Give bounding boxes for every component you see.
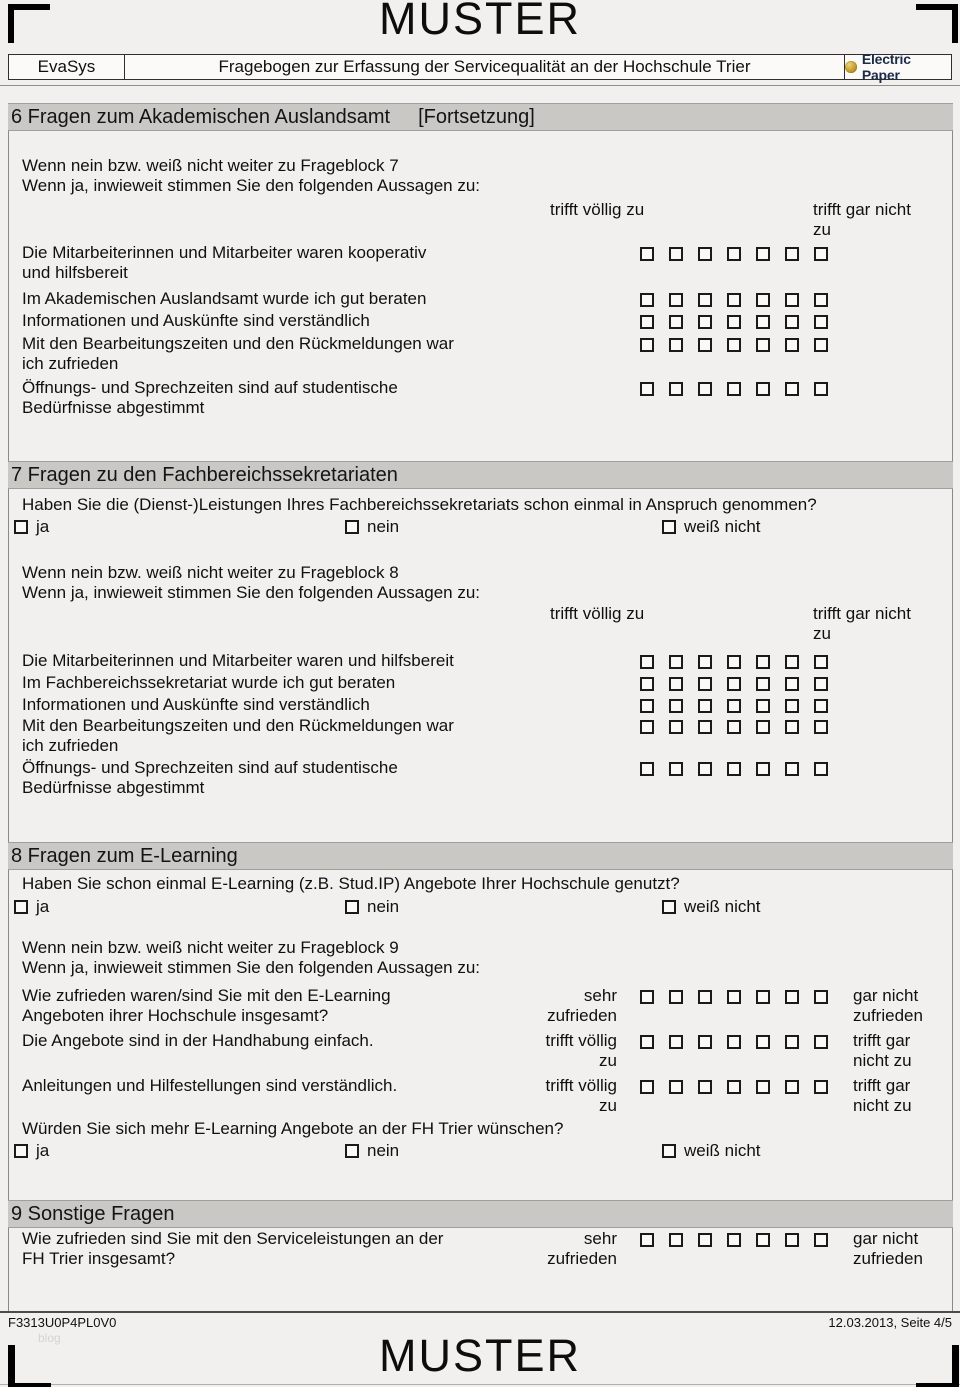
answer-checkbox[interactable] [640,382,654,396]
electric-paper-logo-icon [845,61,857,73]
answer-checkbox[interactable] [640,699,654,713]
form-header-bar [8,51,952,83]
answer-checkbox[interactable] [640,655,654,669]
section-title: 7 Fragen zu den Fachbereichssekretariaten [11,463,398,486]
scale-left-label: trifft völlig zu [550,200,645,219]
rating-checkbox-row [640,677,828,691]
answer-checkbox[interactable] [727,762,741,776]
answer-checkbox[interactable] [640,762,654,776]
answer-checkbox[interactable] [785,382,799,396]
answer-checkbox[interactable] [756,315,770,329]
answer-checkbox[interactable] [727,1233,741,1247]
option-label: weiß nicht [684,897,761,916]
option-checkbox[interactable] [345,900,359,914]
answer-checkbox[interactable] [727,1080,741,1094]
answer-checkbox[interactable] [669,762,683,776]
answer-checkbox[interactable] [698,990,712,1004]
option-checkbox[interactable] [662,900,676,914]
answer-checkbox[interactable] [814,990,828,1004]
answer-checkbox[interactable] [756,720,770,734]
answer-checkbox[interactable] [814,1233,828,1247]
statement-text: Die Angebote sind in der Handhabung einfach. [22,1031,374,1050]
answer-checkbox[interactable] [756,699,770,713]
answer-checkbox[interactable] [669,699,683,713]
registration-mark-top-right [916,4,958,43]
answer-checkbox[interactable] [785,1035,799,1049]
option-ja [14,1141,49,1161]
note-line: Wenn ja, inwieweit stimmen Sie den folgenden Aussagen zu: [22,958,481,977]
answer-checkbox[interactable] [640,315,654,329]
answer-checkbox[interactable] [785,677,799,691]
answer-checkbox[interactable] [756,990,770,1004]
option-label: nein [367,897,400,916]
answer-checkbox[interactable] [640,1233,654,1247]
question-text: Würden Sie sich mehr E-Learning Angebote an der FH Trier wünschen? [22,1119,564,1138]
section-title: 9 Sonstige Fragen [11,1202,175,1225]
section-header-8 [8,842,953,870]
question-text: Haben Sie schon einmal E-Learning (z.B. Stud.IP) Angebote Ihrer Hochschule genutzt? [22,874,680,893]
note-line: Wenn ja, inwieweit stimmen Sie den folgenden Aussagen zu: [22,176,481,195]
answer-checkbox[interactable] [727,247,741,261]
answer-checkbox[interactable] [698,1233,712,1247]
answer-checkbox[interactable] [727,1035,741,1049]
form-code: F3313U0P4PL0V0 [8,1315,117,1330]
answer-checkbox[interactable] [756,1080,770,1094]
answer-checkbox[interactable] [640,293,654,307]
option-checkbox[interactable] [662,1144,676,1158]
answer-checkbox[interactable] [727,699,741,713]
option-label: ja [36,897,50,916]
note-line: Wenn nein bzw. weiß nicht weiter zu Frageblock 7 [22,156,399,175]
answer-checkbox[interactable] [785,338,799,352]
answer-checkbox[interactable] [640,338,654,352]
brand-label: EvaSys [9,55,125,79]
answer-checkbox[interactable] [785,699,799,713]
answer-checkbox[interactable] [785,762,799,776]
date-page-label: 12.03.2013, Seite 4/5 [828,1315,952,1330]
answer-checkbox[interactable] [756,293,770,307]
answer-checkbox[interactable] [814,315,828,329]
section-title: 6 Fragen zum Akademischen Auslandsamt [11,105,391,128]
statement-text: Mit den Bearbeitungszeiten und den Rückmeldungen war ich zufrieden [22,716,454,755]
registration-mark-bottom-left [8,1345,51,1387]
vendor-logo [844,51,951,83]
registration-mark-bottom-right [916,1345,959,1387]
answer-checkbox[interactable] [669,1233,683,1247]
answer-checkbox[interactable] [698,720,712,734]
answer-checkbox[interactable] [756,762,770,776]
statement-text: Anleitungen und Hilfestellungen sind verständlich. [22,1076,398,1095]
answer-checkbox[interactable] [814,699,828,713]
rating-checkbox-row [640,247,828,261]
rating-checkbox-row [640,1035,828,1049]
option-checkbox[interactable] [345,1144,359,1158]
answer-checkbox[interactable] [698,247,712,261]
answer-checkbox[interactable] [669,338,683,352]
statement-text: Wie zufrieden waren/sind Sie mit den E-Learning Angeboten ihrer Hochschule insgesamt? [22,986,391,1025]
answer-checkbox[interactable] [727,720,741,734]
option-label: nein [367,1141,400,1160]
answer-checkbox[interactable] [785,655,799,669]
scale-right-label: trifft gar nicht zu [853,1076,912,1115]
statement-text: Im Fachbereichssekretariat wurde ich gut beraten [22,673,396,692]
footer-divider [0,1311,960,1313]
answer-checkbox[interactable] [756,655,770,669]
answer-checkbox[interactable] [814,720,828,734]
answer-checkbox[interactable] [727,382,741,396]
answer-checkbox[interactable] [698,655,712,669]
frame-right-border [952,103,953,1311]
answer-checkbox[interactable] [640,1080,654,1094]
option-label: weiß nicht [684,517,761,536]
answer-checkbox[interactable] [814,247,828,261]
answer-checkbox[interactable] [814,1035,828,1049]
answer-checkbox[interactable] [727,315,741,329]
rating-checkbox-row [640,762,828,776]
statement-text: Öffnungs- und Sprechzeiten sind auf studentische Bedürfnisse abgestimmt [22,378,398,417]
statement-text: Informationen und Auskünfte sind verständlich [22,311,370,330]
scale-right-label: gar nicht zufrieden [853,986,923,1025]
option-label: ja [36,1141,50,1160]
answer-checkbox[interactable] [756,1035,770,1049]
option-checkbox[interactable] [14,900,28,914]
option-checkbox[interactable] [662,520,676,534]
scale-left-label: sehr zufrieden [547,1229,617,1268]
statement-text: Öffnungs- und Sprechzeiten sind auf studentische Bedürfnisse abgestimmt [22,758,398,797]
option-nein [345,517,399,537]
option-weiss-nicht [662,897,761,917]
answer-checkbox[interactable] [698,315,712,329]
answer-checkbox[interactable] [640,1035,654,1049]
answer-checkbox[interactable] [669,720,683,734]
answer-checkbox[interactable] [698,677,712,691]
answer-checkbox[interactable] [785,720,799,734]
bottom-edge-line [0,1384,960,1385]
answer-checkbox[interactable] [698,762,712,776]
answer-checkbox[interactable] [727,338,741,352]
answer-checkbox[interactable] [814,677,828,691]
answer-checkbox[interactable] [669,293,683,307]
answer-checkbox[interactable] [785,1080,799,1094]
rating-checkbox-row [640,382,828,396]
rating-checkbox-row [640,990,828,1004]
scale-right-label: trifft gar nicht zu [813,604,911,643]
section-header-7 [8,461,953,489]
answer-checkbox[interactable] [698,382,712,396]
option-nein [345,1141,399,1161]
statement-text: Informationen und Auskünfte sind verständlich [22,695,370,714]
rating-checkbox-row [640,338,828,352]
answer-checkbox[interactable] [756,247,770,261]
registration-mark-top-left [8,4,50,43]
answer-checkbox[interactable] [727,293,741,307]
option-label: nein [367,517,400,536]
option-label: weiß nicht [684,1141,761,1160]
answer-checkbox[interactable] [640,677,654,691]
form-title: Fragebogen zur Erfassung der Servicequalität an der Hochschule Trier [218,57,751,76]
answer-checkbox[interactable] [756,677,770,691]
answer-checkbox[interactable] [669,1035,683,1049]
faint-watermark: blog [38,1331,61,1345]
answer-checkbox[interactable] [785,293,799,307]
answer-checkbox[interactable] [698,1035,712,1049]
watermark-bottom: MUSTER [379,1330,581,1381]
scale-left-label: sehr zufrieden [547,986,617,1025]
answer-checkbox[interactable] [814,1080,828,1094]
statement-text: Im Akademischen Auslandsamt wurde ich gut beraten [22,289,427,308]
note-line: Wenn ja, inwieweit stimmen Sie den folgenden Aussagen zu: [22,583,481,602]
answer-checkbox[interactable] [727,990,741,1004]
scale-right-label: trifft gar nicht zu [853,1031,912,1070]
answer-checkbox[interactable] [669,382,683,396]
rating-checkbox-row [640,699,828,713]
answer-checkbox[interactable] [785,247,799,261]
answer-checkbox[interactable] [785,1233,799,1247]
answer-checkbox[interactable] [698,338,712,352]
rating-checkbox-row [640,293,828,307]
option-ja [14,897,49,917]
scale-right-label: gar nicht zufrieden [853,1229,923,1268]
scale-left-label: trifft völlig zu [545,1031,617,1070]
scale-left-label: trifft völlig zu [550,604,645,623]
answer-checkbox[interactable] [669,990,683,1004]
answer-checkbox[interactable] [785,315,799,329]
answer-checkbox[interactable] [640,247,654,261]
vendor-logo-label: Electric Paper [861,51,911,83]
rating-checkbox-row [640,1233,828,1247]
option-checkbox[interactable] [345,520,359,534]
option-nein [345,897,399,917]
question-text: Haben Sie die (Dienst-)Leistungen Ihres Fachbereichssekretariats schon einmal in Anspruch genommen? [22,495,817,514]
watermark-top: MUSTER [379,0,581,44]
answer-checkbox[interactable] [785,990,799,1004]
statement-text: Wie zufrieden sind Sie mit den Serviceleistungen an der FH Trier insgesamt? [22,1229,444,1268]
section-title: 8 Fragen zum E-Learning [11,844,238,867]
answer-checkbox[interactable] [814,382,828,396]
answer-checkbox[interactable] [698,293,712,307]
option-checkbox[interactable] [14,1144,28,1158]
statement-text: Die Mitarbeiterinnen und Mitarbeiter waren und hilfsbereit [22,651,454,670]
option-weiss-nicht [662,1141,761,1161]
note-line: Wenn nein bzw. weiß nicht weiter zu Frageblock 9 [22,938,399,957]
answer-checkbox[interactable] [814,338,828,352]
note-line: Wenn nein bzw. weiß nicht weiter zu Frageblock 8 [22,563,399,582]
option-label: ja [36,517,50,536]
option-checkbox[interactable] [14,520,28,534]
option-weiss-nicht [662,517,761,537]
answer-checkbox[interactable] [756,338,770,352]
answer-checkbox[interactable] [669,247,683,261]
answer-checkbox[interactable] [640,990,654,1004]
statement-text: Mit den Bearbeitungszeiten und den Rückmeldungen war ich zufrieden [22,334,454,373]
section-header-6 [8,103,953,131]
answer-checkbox[interactable] [669,1080,683,1094]
rating-checkbox-row [640,720,828,734]
answer-checkbox[interactable] [756,1233,770,1247]
statement-text: Die Mitarbeiterinnen und Mitarbeiter waren kooperativ und hilfsbereit [22,243,427,282]
answer-checkbox[interactable] [698,699,712,713]
answer-checkbox[interactable] [698,1080,712,1094]
scale-left-label: trifft völlig zu [545,1076,617,1115]
answer-checkbox[interactable] [727,655,741,669]
answer-checkbox[interactable] [669,655,683,669]
scale-right-label: trifft gar nicht zu [813,200,911,239]
answer-checkbox[interactable] [727,677,741,691]
rating-checkbox-row [640,655,828,669]
section-subtitle: [Fortsetzung] [418,105,535,128]
rating-checkbox-row [640,315,828,329]
answer-checkbox[interactable] [814,293,828,307]
answer-checkbox[interactable] [669,315,683,329]
answer-checkbox[interactable] [756,382,770,396]
option-ja [14,517,49,537]
frame-left-border [8,103,9,1311]
answer-checkbox[interactable] [669,677,683,691]
answer-checkbox[interactable] [640,720,654,734]
answer-checkbox[interactable] [814,655,828,669]
answer-checkbox[interactable] [814,762,828,776]
section-header-9 [8,1200,953,1228]
rating-checkbox-row [640,1080,828,1094]
header-underline [0,85,960,86]
